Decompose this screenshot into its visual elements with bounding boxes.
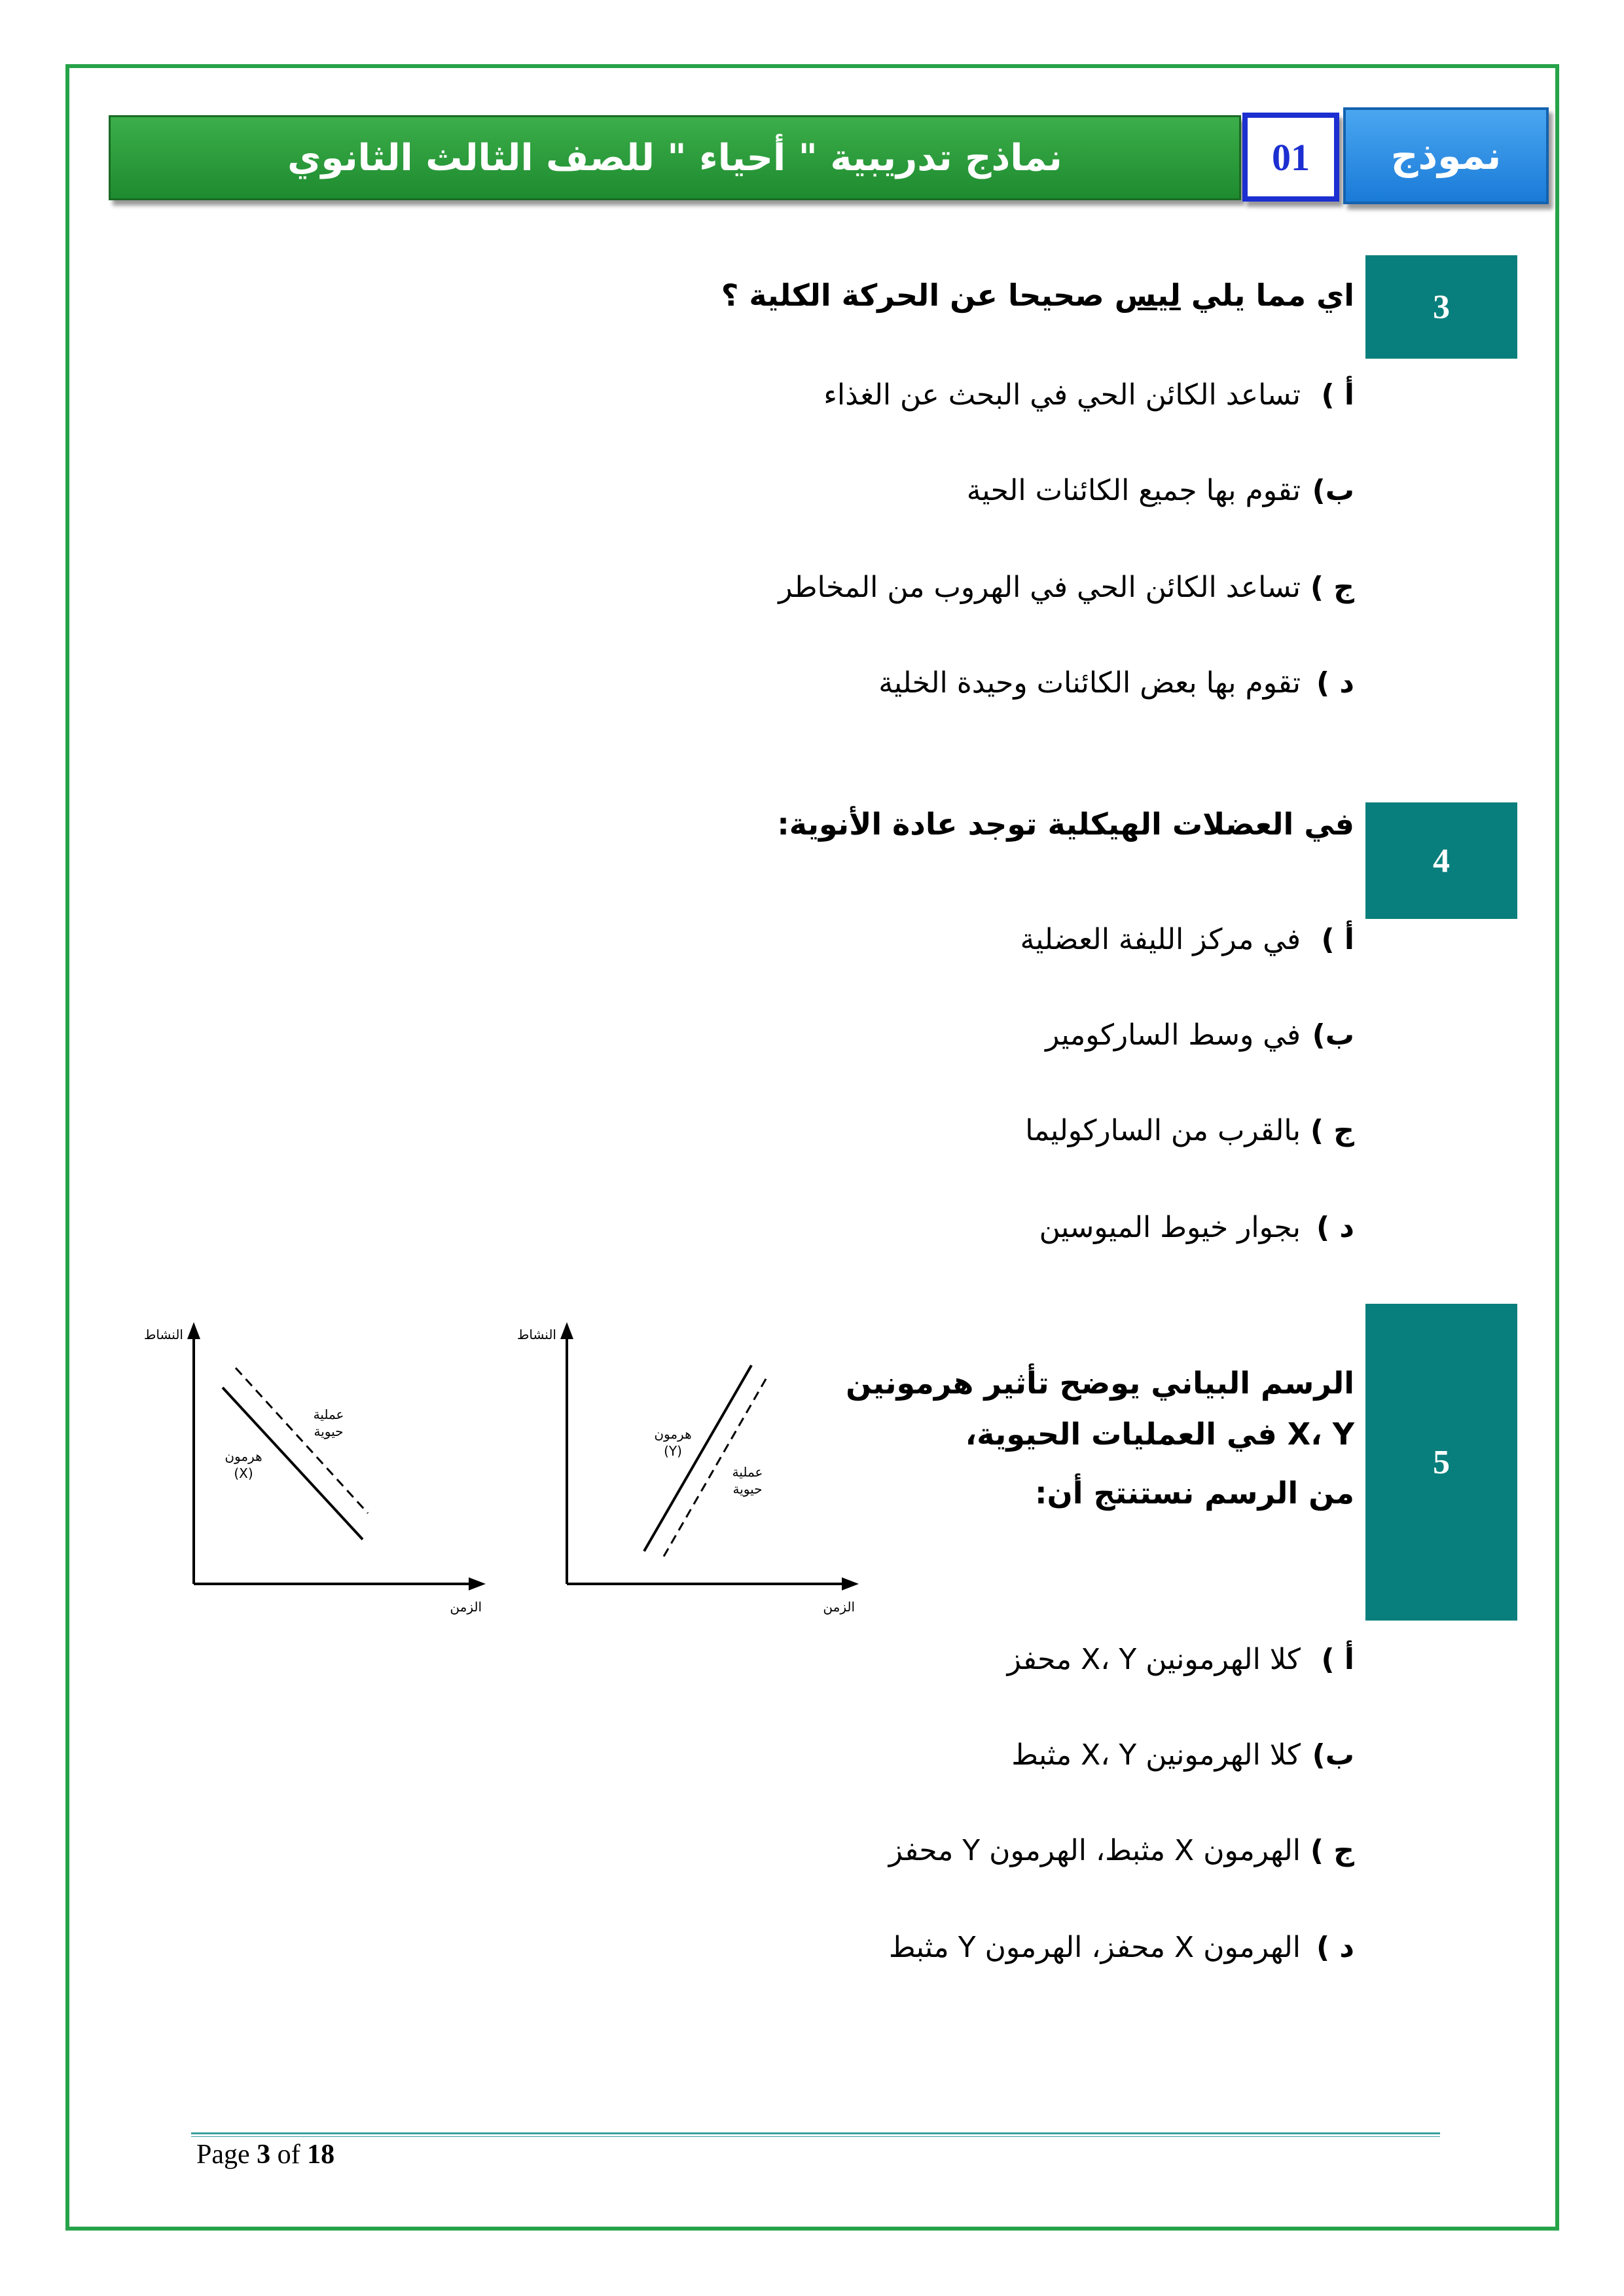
- process-label-2: حيوية: [732, 1481, 763, 1497]
- question-text-underlined: ليس: [1114, 278, 1181, 313]
- header-title: نماذج تدريبية " أحياء " للصف الثالث الثانوي: [287, 136, 1062, 179]
- question-4-option-c[interactable]: [1025, 1114, 1354, 1147]
- footer-divider: [191, 2132, 1440, 2134]
- x-axis-arrow-icon: [842, 1577, 859, 1590]
- process-dashed-line: [236, 1368, 368, 1513]
- y-axis-arrow-icon: [187, 1322, 200, 1339]
- hormone-id: (Y): [664, 1443, 682, 1459]
- option-text: بالقرب من الساركوليما: [1025, 1114, 1301, 1147]
- hormone-line: [644, 1365, 751, 1551]
- question-3-option-d[interactable]: [878, 666, 1354, 700]
- question-number: 5: [1433, 1443, 1450, 1481]
- graph-hormone-y: [504, 1316, 871, 1630]
- option-text: بجوار خيوط الميوسين: [1039, 1211, 1301, 1244]
- option-letter: ب): [1312, 1738, 1354, 1772]
- option-letter: ب): [1312, 1018, 1354, 1052]
- y-axis-label: النشاط: [143, 1327, 183, 1342]
- graph-hormone-x: [131, 1316, 497, 1630]
- question-3-number-box: [1365, 255, 1517, 359]
- process-label-2: حيوية: [314, 1424, 344, 1439]
- question-5-text-line-3: من الرسم نستنتج أن:: [1035, 1475, 1354, 1511]
- question-number: 3: [1433, 288, 1450, 326]
- option-letter: أ ): [1321, 923, 1354, 956]
- question-5-option-a[interactable]: [1007, 1643, 1354, 1676]
- option-letter: ج ): [1310, 1834, 1354, 1867]
- question-4-text: في العضلات الهيكلية توجد عادة الأنوية:: [777, 806, 1354, 842]
- option-text: تساعد الكائن الحي في البحث عن الغذاء: [823, 378, 1301, 412]
- question-5-option-d[interactable]: [889, 1931, 1354, 1964]
- question-4-option-a[interactable]: [1020, 923, 1354, 956]
- page-footer: [196, 2139, 334, 2170]
- hormone-label: هرمون: [225, 1448, 262, 1464]
- y-axis-label: النشاط: [516, 1327, 556, 1342]
- header-model-label: نموذج: [1390, 134, 1502, 178]
- option-letter: د ): [1316, 1211, 1354, 1244]
- footer-of-word: of: [277, 2140, 300, 2170]
- footer-page-number: 3: [257, 2140, 271, 2170]
- question-5-text-line-2: X، Y في العمليات الحيوية،: [965, 1416, 1354, 1452]
- question-3-option-c[interactable]: [778, 571, 1354, 604]
- option-text: تقوم بها جميع الكائنات الحية: [966, 474, 1301, 507]
- option-letter: د ): [1316, 666, 1354, 700]
- footer-page-word: Page: [196, 2140, 250, 2170]
- footer-page-total: 18: [307, 2140, 335, 2170]
- question-3-text: [721, 278, 1354, 313]
- question-text-part: صحيحا عن الحركة الكلية ؟: [721, 278, 1115, 313]
- question-5-number-box: [1365, 1304, 1517, 1621]
- header-model-box: [1343, 107, 1549, 204]
- option-text: الهرمون X مثبط، الهرمون Y محفز: [888, 1834, 1301, 1867]
- question-4-option-d[interactable]: [1039, 1211, 1354, 1244]
- x-axis-label: الزمن: [823, 1599, 855, 1615]
- question-4-number-box: [1365, 802, 1517, 919]
- option-text: في وسط الساركومير: [1045, 1018, 1301, 1052]
- option-letter: أ ): [1321, 378, 1354, 412]
- question-number: 4: [1433, 842, 1450, 880]
- header-number-box: [1242, 113, 1339, 202]
- x-axis-arrow-icon: [469, 1577, 486, 1590]
- question-5-option-b[interactable]: [1011, 1738, 1354, 1772]
- option-text: الهرمون X محفز، الهرمون Y مثبط: [888, 1931, 1301, 1964]
- option-letter: ج ): [1310, 571, 1354, 604]
- option-text: في مركز الليفة العضلية: [1020, 923, 1301, 956]
- question-4-option-b[interactable]: [1045, 1018, 1354, 1052]
- hormone-id: (X): [234, 1465, 253, 1481]
- header-title-banner: [109, 115, 1241, 200]
- option-text: كلا الهرمونين X، Y محفز: [1007, 1643, 1301, 1676]
- option-text: تقوم بها بعض الكائنات وحيدة الخلية: [878, 666, 1301, 700]
- option-letter: د ): [1316, 1931, 1354, 1964]
- footer-divider-thin: [191, 2136, 1440, 2137]
- question-text-part: اي مما يلي: [1180, 278, 1354, 313]
- process-label-1: عملية: [313, 1407, 344, 1422]
- option-text: كلا الهرمونين X، Y مثبط: [1011, 1738, 1301, 1772]
- question-5-option-c[interactable]: [889, 1834, 1354, 1867]
- option-letter: ب): [1312, 474, 1354, 507]
- process-label-1: عملية: [732, 1464, 763, 1480]
- option-letter: أ ): [1321, 1643, 1354, 1676]
- option-letter: ج ): [1310, 1114, 1354, 1147]
- header-number: 01: [1272, 135, 1310, 179]
- question-3-option-a[interactable]: [823, 378, 1354, 412]
- hormone-label: هرمون: [654, 1426, 692, 1442]
- question-5-text-line-1: الرسم البياني يوضح تأثير هرمونين: [846, 1365, 1354, 1401]
- question-3-option-b[interactable]: [967, 474, 1354, 507]
- option-text: تساعد الكائن الحي في الهروب من المخاطر: [778, 571, 1301, 604]
- y-axis-arrow-icon: [560, 1322, 573, 1339]
- x-axis-label: الزمن: [450, 1599, 482, 1615]
